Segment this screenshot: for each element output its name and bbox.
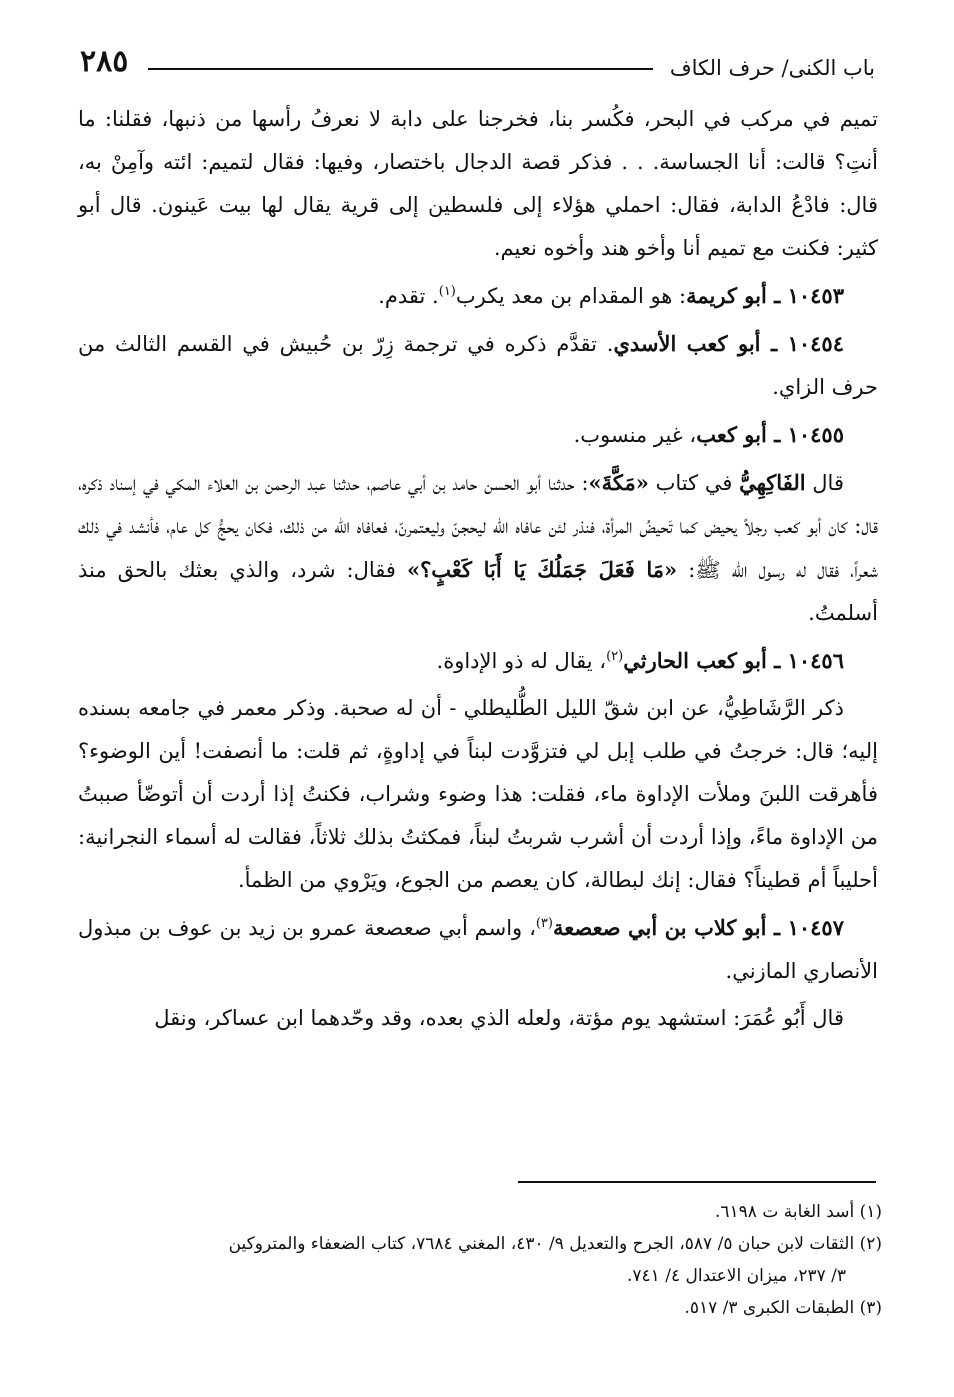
page-number: ٢٨٥ — [80, 44, 129, 79]
footnote-ref-1: (١) — [438, 284, 456, 299]
entry-10453 — [78, 274, 878, 318]
text-run: فقال: شرد، والذي بعثك بالحق منذ أسلمتُ. — [78, 558, 878, 625]
entry-10457 — [78, 906, 878, 993]
entry-text-tail: . تقدم. — [378, 284, 439, 308]
header-rule — [148, 68, 653, 70]
text-run: في كتاب — [648, 471, 740, 495]
footnote-1: (١) أسد الغابة ت ٦١٩٨. — [715, 1202, 882, 1222]
entry-text: . تقدَّم ذكره في ترجمة زِرّ بن حُبيش في القسم الثالث من حرف الزاي. — [78, 332, 878, 399]
running-title: باب الكنى/ حرف الكاف — [669, 56, 875, 80]
footnote-3: (٣) الطبقات الكبرى ٣/ ٥١٧. — [684, 1298, 882, 1318]
footnote-ref-2: (٢) — [606, 649, 624, 664]
entry-heading: ١٠٤٥٦ ـ أبو كعب الحارثي — [623, 648, 844, 673]
footnote-separator — [518, 1181, 876, 1183]
entry-10455 — [78, 413, 878, 457]
entry-heading: ١٠٤٥٧ ـ أبو كلاب بن أبي صعصعة — [552, 915, 844, 940]
footnote-ref-3: (٣) — [535, 916, 553, 931]
footnote-2-continuation: ٣/ ٢٣٧، ميزان الاعتدال ٤/ ٧٤١. — [627, 1266, 846, 1286]
paragraph-tamim: تميم في مركب في البحر، فكُسر بنا، فخرجنا على دابة لا نعرفُ رأسها من ذنبها، فقلنا: ما أنتِ؟ قالت: أنا الجساسة. . . فذكر قصة الدجال باختصار، وفيها: فقال لتميم: ائته وآمِنْ به، قال: فادْعُ الدابة، فقال: احملي هؤلاء إلى فلسطين إلى قرية يقال لها بيت عَينون. قال أبو كثير: فكنت مع تميم أنا وأخو هند وأخوه نعيم. — [78, 107, 878, 260]
entry-heading: ١٠٤٥٥ ـ أبو كعب — [696, 422, 844, 447]
entry-text: : هو المقدام بن معد يكرب — [455, 284, 687, 308]
paragraph-abu-umar: قال أَبُو عُمَرَ: استشهد يوم مؤتة، ولعله الذي بعده، وقد وحّدهما ابن عساكر، ونقل — [154, 1006, 844, 1030]
entry-text: ، غير منسوب. — [573, 423, 697, 447]
entry-heading: ١٠٤٥٤ ـ أبو كعب الأسدي — [613, 331, 844, 356]
author-name: الفَاكِهِيُّ — [739, 470, 806, 495]
entry-10456 — [78, 639, 878, 683]
entry-text: ، واسم أبي صعصعة عمرو بن زيد بن عوف بن مبذول الأنصاري المازني. — [78, 916, 878, 983]
hadith-quote: «مَا فَعَلَ جَمَلُكَ يَا أَبَا كَعْبٍ؟» — [406, 557, 678, 582]
footnotes — [70, 1196, 882, 1324]
footnote-2: (٢) الثقات لابن حبان ٥/ ٥٨٧، الجرح والتعديل ٩/ ٤٣٠، المغني ٧٦٨٤، كتاب الضعفاء والمتروكين — [228, 1234, 882, 1254]
book-title: «مَكَّةَ» — [588, 470, 649, 495]
text-run: قال — [805, 471, 844, 495]
page-header — [80, 40, 875, 80]
entry-heading: ١٠٤٥٣ ـ أبو كريمة — [686, 283, 844, 308]
paragraph-rashati: ذكر الرَّشَاطِيُّ، عن ابن شقّ الليل الطُّليطلي - أن له صحبة. وذكر معمر في جامعه بسنده إليه؛ قال: خرجتُ في طلب إبل لي فتزوَّدت لبناً في إداوةٍ، ثم قلت: ما أنصفت! أين الوضوء؟ فأهرقت اللبنَ وملأت الإداوة ماء، فقلت: هذا وضوء وشراب، فكنتُ إذا أردت أن أتوضّأ صببتُ من الإداوة ماءً، وإذا أردت أن أشرب شربتُ لبناً، فمكثتُ بذلك ثلاثاً، فقالت له أسماء النجرانية: أحليباً أم قطيناً؟ فقال: إنك لبطالة، كان يعصم من الجوع، ويَرْوي من الظمأ. — [78, 696, 878, 892]
text-run: : حدثنا أبو الحسن حامد بن أبي عاصم، حدثنا عبد الرحمن بن العلاء المكي في إسناد ذكره، قال: كان أبو كعب رجلاً يحيض كما تَحيضُ المرأة، فنذر لئن عافاه الله ليحجنّ وليعتمرنّ، فعافاه الله من ذلك، فكان يحجُّ كل عام، فأنشد في ذلك شعراً، فقال له رسول الله ﷺ: — [78, 471, 878, 582]
entry-text: ، يقال له ذو الإداوة. — [436, 649, 607, 673]
paragraph-fakihi — [78, 461, 878, 635]
entry-10454 — [78, 322, 878, 409]
main-text — [78, 98, 878, 1044]
